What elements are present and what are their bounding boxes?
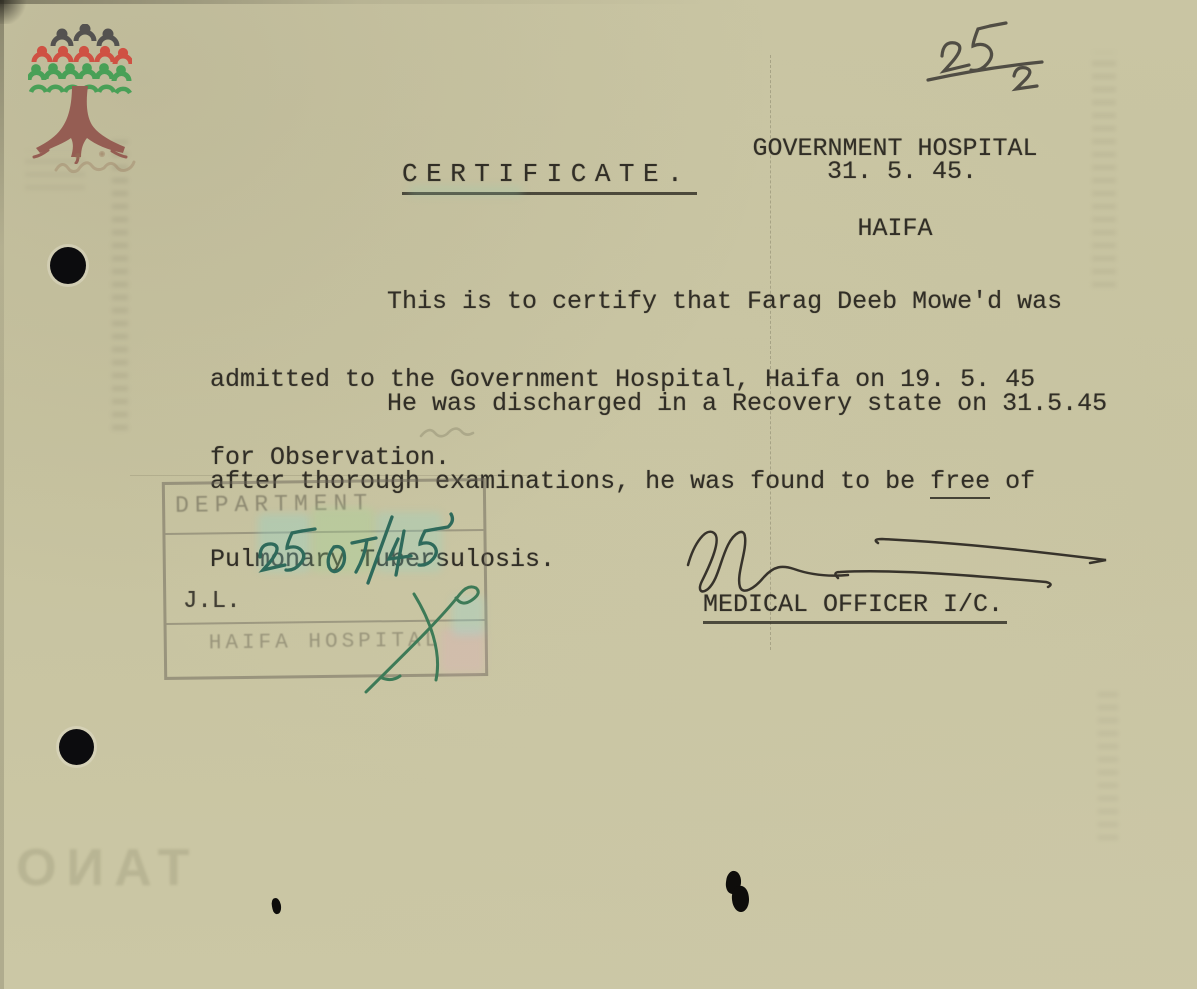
ink-blot bbox=[731, 885, 751, 913]
paper-edge-top bbox=[0, 0, 1197, 4]
stamp-header-text: DEPARTMENT bbox=[174, 490, 374, 519]
tree-trunk bbox=[36, 86, 125, 157]
hole-punch bbox=[50, 247, 86, 284]
handwritten-green-flourish bbox=[348, 560, 498, 700]
ink-blot bbox=[270, 897, 282, 915]
faint-handwriting-mark bbox=[415, 416, 477, 446]
bleedthrough-smudge bbox=[1098, 690, 1118, 840]
arabic-watermark-script bbox=[48, 148, 140, 182]
ghost-bleedthrough-text: TANO bbox=[6, 839, 190, 897]
stamp-footer-text: HAIFA HOSPITAL bbox=[208, 629, 442, 656]
medical-officer-signature bbox=[648, 503, 1158, 603]
paper-edge-left bbox=[0, 0, 4, 989]
para1-line3: for Observation. bbox=[210, 443, 451, 472]
document-date: 31. 5. 45. bbox=[827, 157, 978, 186]
hospital-name: GOVERNMENT HOSPITAL bbox=[752, 134, 1038, 163]
para2-line2-pre: after thorough examinations, he was found to be bbox=[210, 467, 931, 496]
para2-line3: Pulmonary Tubersulosis. bbox=[210, 545, 556, 574]
hole-punch bbox=[59, 729, 94, 765]
bleedthrough-smudge bbox=[112, 140, 128, 430]
underlined-word-free: free bbox=[930, 467, 990, 499]
tree-of-people-logo-icon bbox=[28, 24, 132, 164]
corner-smudge bbox=[0, 0, 30, 24]
hospital-city: HAIFA bbox=[857, 214, 933, 243]
para1-line1: This is to certify that Farag Deeb Mowe'd was bbox=[387, 287, 1063, 316]
para2-line1: He was discharged in a Recovery state on 31.5.45 bbox=[387, 389, 1108, 418]
document-title: CERTIFICATE. bbox=[402, 159, 697, 195]
para1-line2: admitted to the Government Hospital, Haifa on 19. 5. 45 bbox=[210, 365, 1036, 394]
para2-line2-post: of bbox=[990, 467, 1036, 496]
signature-title: MEDICAL OFFICER I/C. bbox=[703, 592, 1007, 624]
typed-initials: J.L. bbox=[183, 588, 241, 615]
